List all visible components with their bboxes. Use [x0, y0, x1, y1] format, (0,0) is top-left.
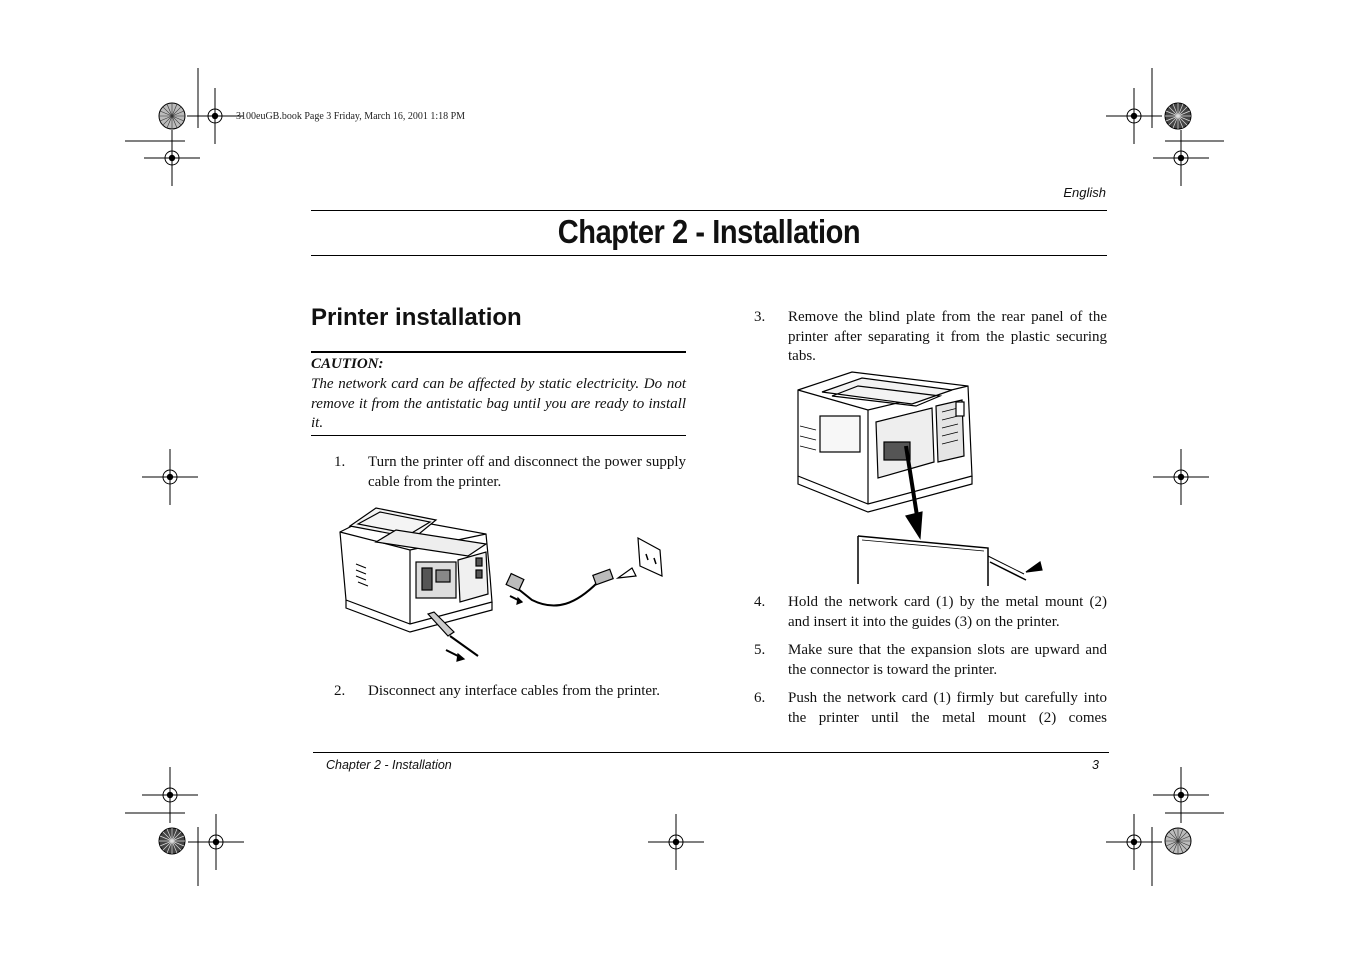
step-number: 2. — [334, 683, 346, 699]
blind-plate-removal-illustration — [792, 366, 1052, 586]
step-number: 4. — [754, 594, 766, 610]
printer-power-cable-illustration — [336, 504, 676, 664]
step-text: Push the network card (1) firmly but carefully into the printer until the metal mount (2) comes — [788, 690, 1107, 726]
language-label: English — [1063, 185, 1106, 200]
footer-rule — [313, 752, 1109, 753]
step-text: Hold the network card (1) by the metal mount (2) and insert it into the guides (3) on the printer. — [788, 594, 1107, 630]
step-4 — [754, 593, 1107, 633]
step-3 — [754, 308, 1107, 368]
step-number: 6. — [754, 690, 766, 706]
caution-bottom-rule — [311, 435, 686, 436]
step-text: Turn the printer off and disconnect the power supply cable from the printer. — [368, 454, 686, 490]
caution-top-rule — [311, 351, 686, 353]
chapter-title: Chapter 2 - Installation — [557, 213, 861, 250]
section-title: Printer installation — [311, 304, 522, 331]
caution-text: The network card can be affected by static electricity. Do not remove it from the antistatic bag until you are ready to install it. — [311, 376, 686, 431]
footer-chapter-label: Chapter 2 - Installation — [326, 758, 452, 772]
caution-heading: CAUTION: — [311, 356, 384, 372]
step-5 — [754, 641, 1107, 681]
step-2 — [334, 682, 686, 702]
page-number: 3 — [1092, 758, 1099, 772]
step-6 — [754, 689, 1107, 729]
print-slug: 3100euGB.book Page 3 Friday, March 16, 2001 1:18 PM — [236, 111, 466, 122]
step-number: 5. — [754, 642, 766, 658]
step-text: Remove the blind plate from the rear panel of the printer after separating it from the plastic securing tabs. — [788, 309, 1107, 364]
step-number: 1. — [334, 454, 346, 470]
step-text: Make sure that the expansion slots are upward and the connector is toward the printer. — [788, 642, 1107, 678]
step-text: Disconnect any interface cables from the printer. — [368, 683, 660, 699]
step-1 — [334, 453, 686, 493]
title-bottom-rule — [311, 255, 1107, 256]
step-number: 3. — [754, 309, 766, 325]
